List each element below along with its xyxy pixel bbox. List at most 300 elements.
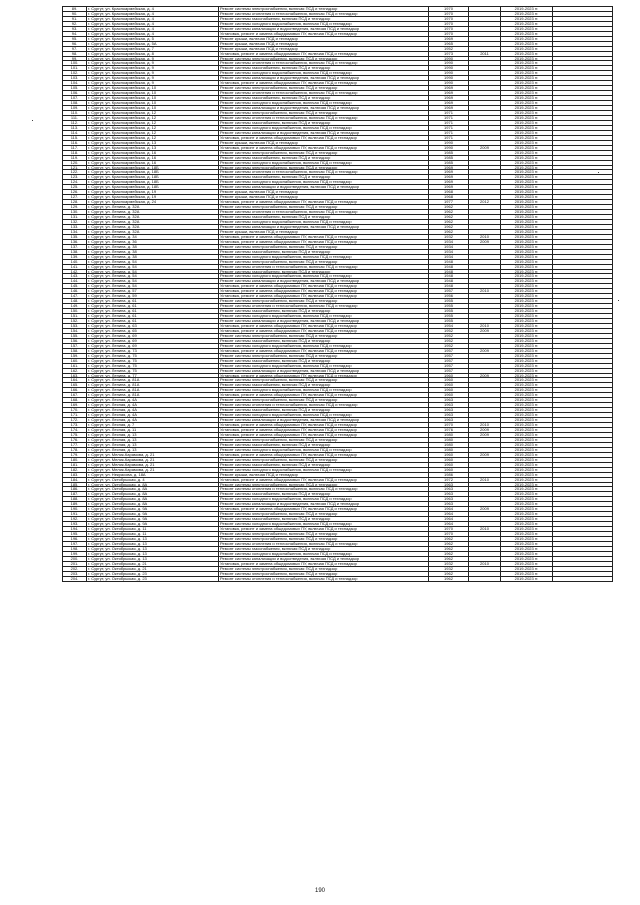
row-number: 187. [63, 492, 87, 497]
row-number: 143. [63, 274, 87, 279]
planned-period: 2019-2023 гг. [501, 115, 553, 120]
last-repair-year: 2009 [469, 145, 501, 150]
address: г. Сургут, ул. Красноармейская, д. 9 [87, 71, 219, 76]
address: г. Сургут, ул. Красноармейская, д. 12 [87, 115, 219, 120]
row-number: 126. [63, 190, 87, 195]
row-number: 119. [63, 155, 87, 160]
row-number: 118. [63, 150, 87, 155]
blank-cell [553, 576, 613, 581]
planned-period: 2019-2023 гг. [501, 348, 553, 353]
planned-period: 2019-2023 гг. [501, 11, 553, 16]
row-number: 174. [63, 428, 87, 433]
address: г. Сургут, ул. Ленина, д. 61 [87, 299, 219, 304]
address: г. Сургут, ул. Октябрьская, д. 11 [87, 527, 219, 532]
work-type: Ремонт системы электроснабжения, включая ПСД и технадзор [219, 333, 429, 338]
construction-year: 1971 [429, 125, 469, 130]
row-number: 145. [63, 284, 87, 289]
last-repair-year: 2009 [469, 507, 501, 512]
row-number: 131. [63, 215, 87, 220]
last-repair-year: 2012 [469, 200, 501, 205]
planned-period: 2019-2023 гг. [501, 284, 553, 289]
row-number: 179. [63, 452, 87, 457]
planned-period: 2019-2023 гг. [501, 373, 553, 378]
row-number: 101. [63, 66, 87, 71]
construction-year: 1934 [429, 249, 469, 254]
planned-period: 2019-2023 гг. [501, 150, 553, 155]
row-number: 109. [63, 106, 87, 111]
last-repair-year: 2010 [469, 289, 501, 294]
address: г. Сургут, ул. Октябрьская, д. 13 [87, 536, 219, 541]
planned-period: 2019-2023 гг. [501, 16, 553, 21]
row-number: 127. [63, 195, 87, 200]
row-number: 111. [63, 115, 87, 120]
row-number: 132. [63, 219, 87, 224]
address: г. Сургут, ул. Красноармейская, д. 4 [87, 26, 219, 31]
address: г. Сургут, ул. Ленина, д. 32А [87, 229, 219, 234]
construction-year: 1962 [429, 546, 469, 551]
last-repair-year: 2009 [469, 432, 501, 437]
address: г. Сургут, ул. Ленина, д. 54 [87, 274, 219, 279]
construction-year: 1960 [429, 393, 469, 398]
address: г. Сургут, ул. Красноармейская, д. 12 [87, 111, 219, 116]
row-number: 135. [63, 234, 87, 239]
construction-year: 1990 [429, 56, 469, 61]
planned-period: 2019-2023 гг. [501, 31, 553, 36]
planned-period: 2019-2023 гг. [501, 487, 553, 492]
work-type: Установка, ремонт и замена общедомовых ПУ, включая ПСД и технадзор [219, 527, 429, 532]
work-type: Ремонт системы холодного водоснабжения, включая ПСД и технадзор [219, 101, 429, 106]
work-type: Ремонт системы отопления и теплоснабжения, включая ПСД и технадзор [219, 11, 429, 16]
work-type: Установка, ремонт и замена общедомовых ПУ, включая ПСД и технадзор [219, 373, 429, 378]
construction-year: 1960 [429, 378, 469, 383]
planned-period: 2019-2023 гг. [501, 546, 553, 551]
planned-period: 2019-2023 гг. [501, 319, 553, 324]
work-type: Установка, ремонт и замена общедомовых ПУ, включая ПСД и технадзор [219, 51, 429, 56]
table-row [63, 61, 613, 66]
planned-period: 2019-2023 гг. [501, 482, 553, 487]
work-type: Ремонт системы электроснабжения, включая ПСД и технадзор [219, 398, 429, 403]
table-row [63, 170, 613, 175]
work-type: Ремонт системы газоснабжения, включая ПСД и технадзор [219, 249, 429, 254]
work-type: Ремонт системы канализации и водоотведения, включая ПСД и технадзор [219, 26, 429, 31]
last-repair-year: 2010 [469, 527, 501, 532]
planned-period: 2019-2023 гг. [501, 492, 553, 497]
work-type: Ремонт системы холодного водоснабжения, включая ПСД и технадзор [219, 447, 429, 452]
row-number: 134. [63, 229, 87, 234]
table-row [63, 145, 613, 150]
address: г. Сургут, ул. Октябрьская, д. 8А [87, 502, 219, 507]
address: г. Сургут, ул. Красноармейская, д. 13 [87, 140, 219, 145]
construction-year: 1969 [429, 180, 469, 185]
work-type: Ремонт системы канализации и водоотведения, включая ПСД и технадзор [219, 76, 429, 81]
address: г. Сургут, ул. Октябрьская, д. 9А [87, 522, 219, 527]
row-number: 175. [63, 432, 87, 437]
construction-year: 1963 [429, 408, 469, 413]
row-number: 128. [63, 200, 87, 205]
work-type: Ремонт системы газоснабжения, включая ПСД и технадзор [219, 383, 429, 388]
work-type: Ремонт системы холодного водоснабжения, включая ПСД и технадзор [219, 388, 429, 393]
work-type: Ремонт системы электроснабжения, включая ПСД и технадзор [219, 244, 429, 249]
work-type: Ремонт системы газоснабжения, включая ПСД и технадзор [219, 517, 429, 522]
address: г. Сургут, ул. Красноармейская, д. 10 [87, 91, 219, 96]
row-number: 193. [63, 522, 87, 527]
row-number: 105. [63, 86, 87, 91]
work-type: Ремонт системы электроснабжения, включая ПСД и технадзор [219, 536, 429, 541]
address: г. Сургут, ул. Ленина, д. 32А [87, 219, 219, 224]
construction-year: 1952 [429, 338, 469, 343]
last-repair-year: 2009 [469, 348, 501, 353]
row-number: 97. [63, 46, 87, 51]
construction-year: 1969 [429, 170, 469, 175]
address: г. Сургут, ул. Лесная, д. 11 [87, 428, 219, 433]
construction-year: 1964 [429, 512, 469, 517]
planned-period: 2019-2023 гг. [501, 274, 553, 279]
work-type: Ремонт системы электроснабжения, включая ПСД и технадзор [219, 353, 429, 358]
construction-year: 1970 [429, 11, 469, 16]
planned-period: 2019-2023 гг. [501, 368, 553, 373]
row-number: 192. [63, 517, 87, 522]
construction-year: 1955 [429, 304, 469, 309]
table-row [63, 115, 613, 120]
construction-year: 1970 [429, 21, 469, 26]
row-number: 162. [63, 368, 87, 373]
row-number: 196. [63, 536, 87, 541]
address: г. Сургут, ул. Лесная, д. 7 [87, 423, 219, 428]
address: г. Сургут, ул. Красноармейская, д. 13 [87, 145, 219, 150]
row-number: 103. [63, 76, 87, 81]
work-type: Установка, ремонт и замена общедомовых ПУ, включая ПСД и технадзор [219, 31, 429, 36]
address: г. Сургут, ул. Красноармейская, д. 12 [87, 135, 219, 140]
page-number: 190 [314, 888, 325, 894]
address: г. Сургут, ул. Лесная, д. 4А [87, 408, 219, 413]
work-type: Ремонт системы холодного водоснабжения, включая ПСД и технадзор [219, 314, 429, 319]
row-number: 99. [63, 56, 87, 61]
work-type: Ремонт системы канализации и водоотведения, включая ПСД и технадзор [219, 418, 429, 423]
work-type: Ремонт системы отопления и теплоснабжения, включая ПСД и технадзор [219, 576, 429, 581]
work-type: Ремонт системы электроснабжения, включая ПСД и технадзор [219, 457, 429, 462]
work-type: Ремонт системы отопления и теплоснабжения, включая ПСД и технадзор [219, 210, 429, 215]
construction-year: 1990 [429, 81, 469, 86]
construction-year: 1971 [429, 120, 469, 125]
work-type: Ремонт системы электроснабжения, включая ПСД и технадзор [219, 566, 429, 571]
work-type: Ремонт системы электроснабжения, включая ПСД и технадзор [219, 299, 429, 304]
work-type: Установка, ремонт и замена общедомовых ПУ, включая ПСД и технадзор [219, 239, 429, 244]
row-number: 147. [63, 294, 87, 299]
row-number: 98. [63, 51, 87, 56]
address: г. Сургут, ул. Красноармейская, д. 10 [87, 106, 219, 111]
planned-period: 2019-2023 гг. [501, 36, 553, 41]
table-row [63, 76, 613, 81]
construction-year: 1969 [429, 101, 469, 106]
construction-year: 1955 [429, 299, 469, 304]
table-row [63, 452, 613, 457]
construction-year: 1960 [429, 452, 469, 457]
work-type: Ремонт крыши, включая ПСД и технадзор [219, 229, 429, 234]
row-number: 161. [63, 363, 87, 368]
last-repair-year: 2011 [469, 51, 501, 56]
address: г. Сургут, ул. Октябрьская, д. 11 [87, 532, 219, 537]
work-type: Ремонт крыши, включая ПСД и технадзор [219, 41, 429, 46]
construction-year: 1969 [429, 106, 469, 111]
work-type: Ремонт системы электроснабжения, включая ПСД и технадзор [219, 259, 429, 264]
row-number: 133. [63, 224, 87, 229]
work-type: Ремонт системы газоснабжения, включая ПСД и технадзор [219, 215, 429, 220]
construction-year: 1960 [429, 383, 469, 388]
construction-year: 1963 [429, 487, 469, 492]
planned-period: 2019-2023 гг. [501, 61, 553, 66]
construction-year: 1963 [429, 502, 469, 507]
row-number: 100. [63, 61, 87, 66]
address: г. Сургут, ул. Ленина, д. 75 [87, 353, 219, 358]
work-type: Ремонт системы газоснабжения, включая ПСД и технадзор [219, 66, 429, 71]
address: г. Сургут, ул. Ленина, д. 63 [87, 324, 219, 329]
row-number: 163. [63, 373, 87, 378]
construction-year: 1962 [429, 219, 469, 224]
work-type: Ремонт системы электроснабжения, включая ПСД и технадзор [219, 512, 429, 517]
work-type: Установка, ремонт и замена общедомовых ПУ, включая ПСД и технадзор [219, 324, 429, 329]
construction-year: 1948 [429, 274, 469, 279]
address: г. Сургут, ул. Октябрьская, д. 9А [87, 512, 219, 517]
work-type: Ремонт системы канализации и водоотведения, включая ПСД и технадзор [219, 106, 429, 111]
planned-period: 2019-2023 гг. [501, 175, 553, 180]
work-type: Ремонт крыши, включая ПСД и технадзор [219, 472, 429, 477]
address: г. Сургут, ул. Ленина, д. 81А [87, 378, 219, 383]
work-type: Ремонт системы холодного водоснабжения, включая ПСД и технадзор [219, 413, 429, 418]
row-number: 108. [63, 101, 87, 106]
work-type: Установка, ремонт и замена общедомовых ПУ, включая ПСД и технадзор [219, 452, 429, 457]
construction-year: 1962 [429, 576, 469, 581]
row-number: 184. [63, 477, 87, 482]
row-number: 181. [63, 462, 87, 467]
last-repair-year: 2010 [469, 561, 501, 566]
planned-period: 2019-2023 гг. [501, 363, 553, 368]
planned-period: 2019-2023 гг. [501, 522, 553, 527]
row-number: 176. [63, 437, 87, 442]
construction-year: 1932 [429, 561, 469, 566]
row-number: 130. [63, 210, 87, 215]
address: г. Сургут, ул. Лесная, д. 4А [87, 403, 219, 408]
planned-period: 2019-2023 гг. [501, 180, 553, 185]
address: г. Сургут, ул. Лесная, д. 4А [87, 398, 219, 403]
planned-period: 2019-2023 гг. [501, 358, 553, 363]
address: г. Сургут, ул. Красноармейская, д. 24 [87, 200, 219, 205]
address: г. Сургут, ул. Красноармейская, д. 12 [87, 120, 219, 125]
construction-year: 1956 [429, 294, 469, 299]
construction-year: 1969 [429, 96, 469, 101]
construction-year: 1934 [429, 244, 469, 249]
construction-year: 1970 [429, 26, 469, 31]
planned-period: 2019-2023 гг. [501, 239, 553, 244]
construction-year: 1934 [429, 254, 469, 259]
planned-period: 2019-2023 гг. [501, 86, 553, 91]
row-number: 158. [63, 348, 87, 353]
row-number: 121. [63, 165, 87, 170]
row-number: 117. [63, 145, 87, 150]
address: г. Сургут, ул. Ленина, д. 34 [87, 234, 219, 239]
address: г. Сургут, ул. Ленина, д. 38 [87, 244, 219, 249]
planned-period: 2019-2023 гг. [501, 517, 553, 522]
work-type: Установка, ремонт и замена общедомовых ПУ, включая ПСД и технадзор [219, 145, 429, 150]
work-type: Ремонт системы газоснабжения, включая ПСД и технадзор [219, 120, 429, 125]
work-type: Установка, ремонт и замена общедомовых ПУ, включая ПСД и технадзор [219, 507, 429, 512]
address: г. Сургут, ул. Мелик-Карамова, д. 21 [87, 457, 219, 462]
last-repair-year: 2009 [469, 428, 501, 433]
planned-period: 2019-2023 гг. [501, 299, 553, 304]
planned-period: 2019-2023 гг. [501, 254, 553, 259]
planned-period: 2019-2023 гг. [501, 437, 553, 442]
row-number: 183. [63, 472, 87, 477]
work-type: Установка, ремонт и замена общедомовых ПУ, включая ПСД и технадзор [219, 135, 429, 140]
address: г. Сургут, ул. Ленина, д. 32А [87, 224, 219, 229]
address: г. Сургут, ул. Ленина, д. 59 [87, 294, 219, 299]
work-type: Ремонт системы отопления и теплоснабжения, включая ПСД и технадзор [219, 487, 429, 492]
construction-year: 1985 [429, 155, 469, 160]
construction-year: 1963 [429, 403, 469, 408]
table-row [63, 551, 613, 556]
address: г. Сургут, ул. Октябрьская, д. 23 [87, 576, 219, 581]
address: г. Сургут, ул. Лесная, д. 4А [87, 413, 219, 418]
row-number: 123. [63, 175, 87, 180]
construction-year: 1971 [429, 111, 469, 116]
planned-period: 2019-2023 гг. [501, 353, 553, 358]
construction-year: 1970 [429, 31, 469, 36]
address: г. Сургут, ул. Ленина, д. 38 [87, 249, 219, 254]
construction-year: 1964 [429, 517, 469, 522]
address: г. Сургут, ул. Октябрьская, д. 13 [87, 546, 219, 551]
table-row [63, 11, 613, 16]
address: г. Сургут, ул. Некрасова, д. 18А [87, 472, 219, 477]
work-type: Установка, ремонт и замена общедомовых ПУ, включая ПСД и технадзор [219, 477, 429, 482]
work-type: Установка, ремонт и замена общедомовых ПУ, включая ПСД и технадзор [219, 200, 429, 205]
row-number: 159. [63, 353, 87, 358]
work-type: Установка, ремонт и замена общедомовых ПУ, включая ПСД и технадзор [219, 294, 429, 299]
planned-period: 2019-2023 гг. [501, 120, 553, 125]
construction-year: 1970 [429, 527, 469, 532]
row-number: 96. [63, 41, 87, 46]
construction-year: 1952 [429, 328, 469, 333]
work-type: Ремонт системы канализации и водоотведения, включая ПСД и технадзор [219, 319, 429, 324]
last-repair-year: 2010 [469, 423, 501, 428]
construction-year: 1934 [429, 239, 469, 244]
row-number: 93. [63, 26, 87, 31]
construction-year: 1964 [429, 522, 469, 527]
work-type: Ремонт системы газоснабжения, включая ПСД и технадзор [219, 96, 429, 101]
table-row [63, 130, 613, 135]
address: г. Сургут, ул. Красноармейская, д. 16 [87, 155, 219, 160]
planned-period: 2019-2023 гг. [501, 264, 553, 269]
construction-year: 1990 [429, 145, 469, 150]
last-repair-year: 2009 [469, 373, 501, 378]
row-number: 104. [63, 81, 87, 86]
row-number: 186. [63, 487, 87, 492]
planned-period: 2019-2023 гг. [501, 101, 553, 106]
address: г. Сургут, ул. Ленина, д. 54 [87, 279, 219, 284]
address: г. Сургут, ул. Ленина, д. 81А [87, 393, 219, 398]
work-type: Ремонт системы канализации и водоотведения, включая ПСД и технадзор [219, 279, 429, 284]
construction-year: 1980 [429, 442, 469, 447]
row-number: 203. [63, 571, 87, 576]
planned-period: 2019-2023 гг. [501, 561, 553, 566]
row-number: 91. [63, 16, 87, 21]
row-number: 151. [63, 314, 87, 319]
construction-year: 1963 [429, 418, 469, 423]
row-number: 152. [63, 319, 87, 324]
address: г. Сургут, ул. Красноармейская, д. 4 [87, 31, 219, 36]
construction-year: 1948 [429, 279, 469, 284]
last-repair-year: 2009 [469, 452, 501, 457]
address: г. Сургут, ул. Красноармейская, д. 16 [87, 150, 219, 155]
table-row [63, 81, 613, 86]
work-type: Ремонт крыши, включая ПСД и технадзор [219, 46, 429, 51]
table-row [63, 31, 613, 36]
planned-period: 2019-2023 гг. [501, 205, 553, 210]
planned-period: 2019-2023 гг. [501, 343, 553, 348]
construction-year: 1960 [429, 388, 469, 393]
row-number: 144. [63, 279, 87, 284]
construction-year: 1964 [429, 507, 469, 512]
construction-year: 1990 [429, 66, 469, 71]
planned-period: 2019-2023 гг. [501, 106, 553, 111]
address: г. Сургут, ул. Ленина, д. 54 [87, 269, 219, 274]
row-number: 156. [63, 338, 87, 343]
work-type: Ремонт системы электроснабжения, включая ПСД и технадзор [219, 437, 429, 442]
construction-year: 1960 [429, 457, 469, 462]
work-type: Ремонт системы холодного водоснабжения, включая ПСД и технадзор [219, 180, 429, 185]
row-number: 195. [63, 532, 87, 537]
address: г. Сургут, ул. Ленина, д. 54 [87, 284, 219, 289]
work-type: Ремонт системы газоснабжения, включая ПСД и технадзор [219, 462, 429, 467]
row-number: 153. [63, 324, 87, 329]
row-number: 198. [63, 546, 87, 551]
address: г. Сургут, ул. Лесная, д. 13 [87, 442, 219, 447]
construction-year: 1971 [429, 135, 469, 140]
row-number: 122. [63, 170, 87, 175]
last-repair-year: 2009 [469, 239, 501, 244]
planned-period: 2019-2023 гг. [501, 165, 553, 170]
address: г. Сургут, ул. Красноармейская, д. 10 [87, 86, 219, 91]
row-number: 197. [63, 541, 87, 546]
work-type: Установка, ремонт и замена общедомовых ПУ, включая ПСД и технадзор [219, 423, 429, 428]
planned-period: 2019-2023 гг. [501, 71, 553, 76]
table-row [63, 507, 613, 512]
address: г. Сургут, ул. Ленина, д. 36 [87, 239, 219, 244]
planned-period: 2019-2023 гг. [501, 200, 553, 205]
address: г. Сургут, ул. Ленина, д. 54 [87, 259, 219, 264]
planned-period: 2019-2023 гг. [501, 155, 553, 160]
address: г. Сургут, ул. Ленина, д. 38 [87, 254, 219, 259]
work-type: Установка, ремонт и замена общедомовых ПУ, включая ПСД и технадзор [219, 81, 429, 86]
planned-period: 2019-2023 гг. [501, 56, 553, 61]
construction-year: 1969 [429, 175, 469, 180]
work-type: Ремонт крыши, включая ПСД и технадзор [219, 36, 429, 41]
address: г. Сургут, ул. Ленина, д. 75 [87, 358, 219, 363]
construction-year: 1969 [429, 165, 469, 170]
planned-period: 2019-2023 гг. [501, 428, 553, 433]
row-number: 182. [63, 467, 87, 472]
row-number: 136. [63, 239, 87, 244]
construction-year: 1952 [429, 343, 469, 348]
planned-period: 2019-2023 гг. [501, 527, 553, 532]
address: г. Сургут, ул. Октябрьская, д. 13 [87, 541, 219, 546]
row-number: 201. [63, 561, 87, 566]
address: г. Сургут, ул. Ленина, д. 81А [87, 388, 219, 393]
work-type: Установка, ремонт и замена общедомовых ПУ, включая ПСД и технадзор [219, 432, 429, 437]
table-row [63, 497, 613, 502]
construction-year: 1990 [429, 76, 469, 81]
construction-year: 1932 [429, 566, 469, 571]
row-number: 157. [63, 343, 87, 348]
work-type: Ремонт системы канализации и водоотведения, включая ПСД и технадзор [219, 368, 429, 373]
